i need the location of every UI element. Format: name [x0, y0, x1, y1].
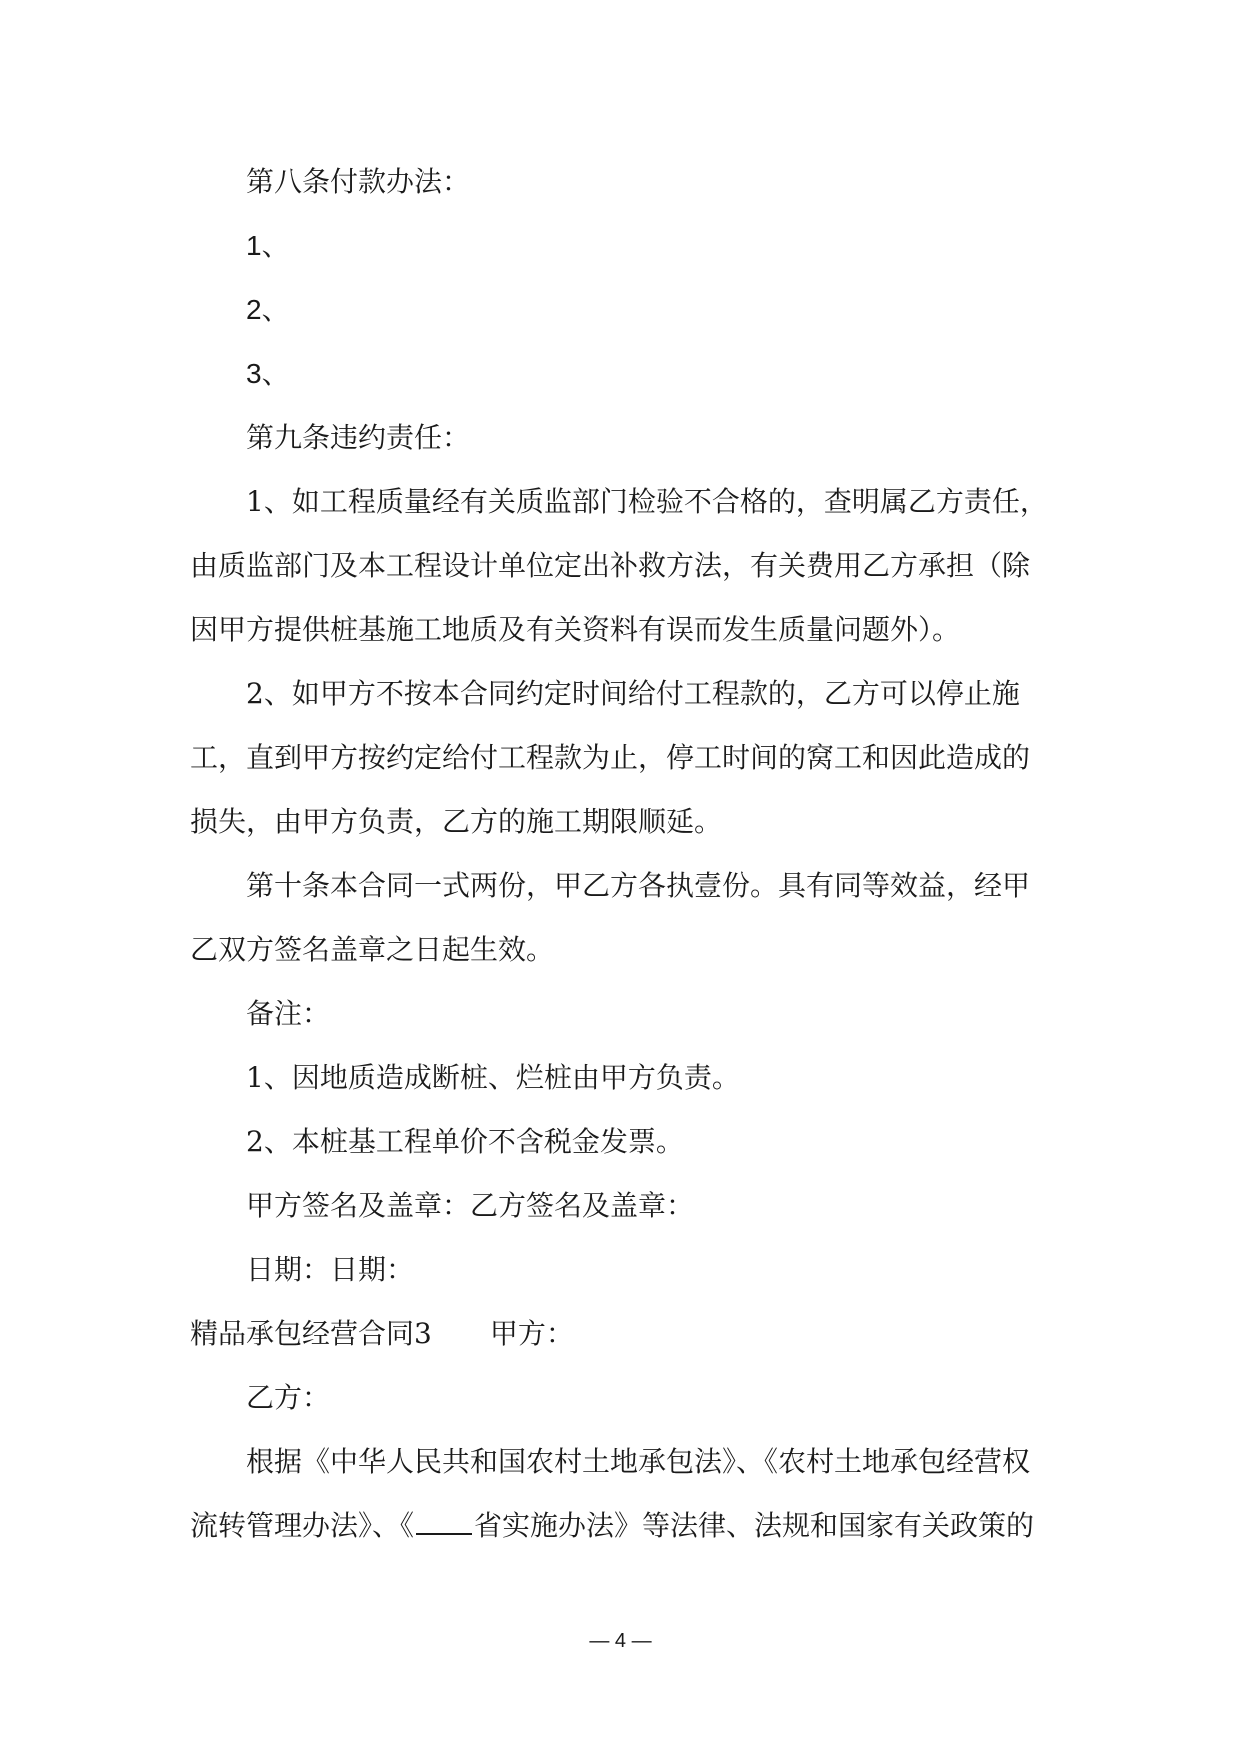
contract3-party-a: 甲方：: [489, 1317, 574, 1350]
page-number: — 4 —: [589, 1630, 652, 1652]
date-line: 日期：日期：: [246, 1253, 415, 1286]
remarks-heading: 备注：: [246, 997, 331, 1030]
article9-item1-line2: 由质监部门及本工程设计单位定出补救方法，有关费用乙方承担（除: [190, 549, 1031, 582]
signature-line: 甲方签名及盖章：乙方签名及盖章：: [246, 1189, 695, 1222]
article10-line2: 乙双方签名盖章之日起生效。: [190, 933, 555, 966]
para-line2-end: 省实施办法》等法律、法规和国家有关政策的: [474, 1509, 1035, 1542]
contract3-para-line2: [190, 1494, 1050, 1558]
article8-item-2: 2、: [246, 294, 290, 325]
contract3-title: 精品承包经营合同3: [190, 1317, 432, 1350]
article9-item2-line2: 工，直到甲方按约定给付工程款为止，停工时间的窝工和因此造成的: [190, 741, 1031, 774]
contract3-party-b: 乙方：: [246, 1381, 331, 1414]
article9-item1-line1: 1、如工程质量经有关质监部门检验不合格的，查明属乙方责任，: [246, 485, 1048, 518]
article9-item1-line3: 因甲方提供桩基施工地质及有关资料有误而发生质量问题外）。: [190, 613, 961, 646]
article8-heading: 第八条付款办法：: [246, 165, 471, 198]
article9-heading: 第九条违约责任：: [246, 421, 471, 454]
article8-item-3: 3、: [246, 358, 290, 389]
article10-line1: 第十条本合同一式两份，甲乙方各执壹份。具有同等效益，经甲: [246, 869, 1031, 902]
remarks-item-1: 1、因地质造成断桩、烂桩由甲方负责。: [246, 1061, 740, 1094]
fill-in-blank: [416, 1511, 472, 1535]
article9-item2-line3: 损失，由甲方负责，乙方的施工期限顺延。: [190, 805, 723, 838]
remarks-item-2: 2、本桩基工程单价不含税金发票。: [246, 1125, 684, 1158]
para-line2-start: 流转管理办法》、《: [190, 1509, 415, 1542]
contract3-para-line1: 根据《中华人民共和国农村土地承包法》、《农村土地承包经营权: [246, 1445, 1031, 1478]
contract3-title-row: [190, 1302, 1050, 1366]
article8-item-1: 1、: [246, 230, 290, 261]
article9-item2-line1: 2、如甲方不按本合同约定时间给付工程款的，乙方可以停止施: [246, 677, 1020, 710]
document-body: [190, 150, 1050, 1558]
